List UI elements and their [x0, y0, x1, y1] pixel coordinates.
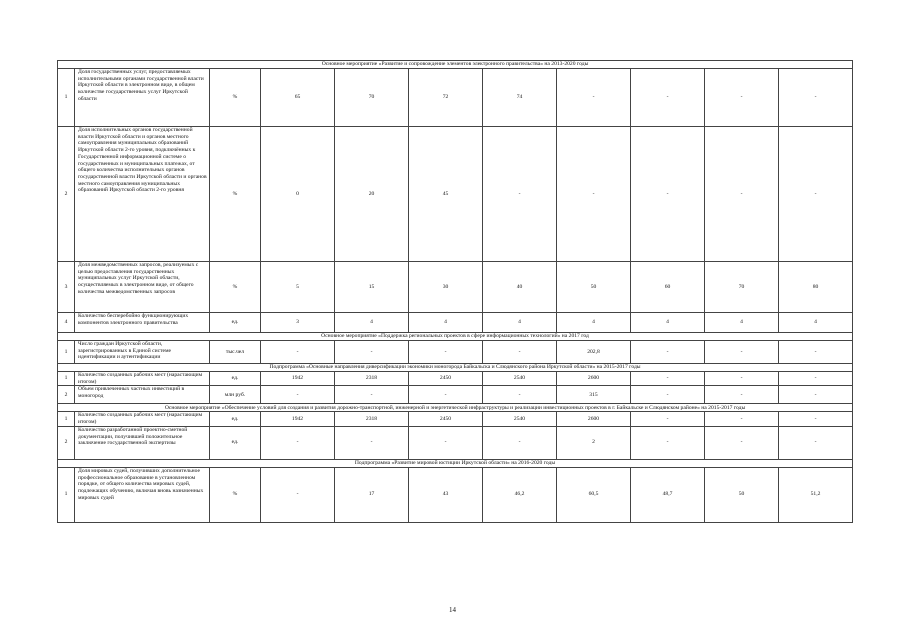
value-cell: -	[483, 127, 557, 262]
value-cell: -	[631, 341, 705, 364]
row-number: 2	[58, 426, 75, 459]
value-cell: 74	[483, 69, 557, 127]
value-cell: -	[261, 341, 335, 364]
value-cell: -	[779, 69, 853, 127]
value-cell: -	[779, 386, 853, 404]
value-cell: -	[631, 372, 705, 386]
value-cell: -	[631, 69, 705, 127]
value-cell: 65	[261, 69, 335, 127]
indicator-name: Количество разработанной проектно-сметной документации, получившей положительное заключение государственной экспертизы	[75, 426, 210, 459]
value-cell: 60,5	[557, 467, 631, 522]
row-number: 1	[58, 467, 75, 522]
indicator-name: Доля мировых судей, получивших дополнительное профессиональное образование в установленном порядке, от общего количества мировых судей, подлежащих обучению, включая вновь назначенных мировых судей	[75, 467, 210, 522]
value-cell: 40	[483, 262, 557, 313]
value-cell: 2318	[335, 372, 409, 386]
value-cell: 5	[261, 262, 335, 313]
table-row	[58, 412, 853, 426]
value-cell: -	[557, 127, 631, 262]
value-cell: 70	[335, 69, 409, 127]
unit-cell: тыс.чел	[210, 341, 261, 364]
unit-cell: ед.	[210, 426, 261, 459]
value-cell: 1942	[261, 372, 335, 386]
value-cell: 2450	[409, 372, 483, 386]
value-cell: 1942	[261, 412, 335, 426]
indicator-name: Объем привлеченных частных инвестиций в моногород	[75, 386, 210, 404]
value-cell: 202,8	[557, 341, 631, 364]
value-cell: -	[557, 69, 631, 127]
value-cell: 72	[409, 69, 483, 127]
value-cell: 4	[705, 313, 779, 333]
value-cell: 46,2	[483, 467, 557, 522]
section-row	[58, 459, 853, 467]
section-title: Основное мероприятие «Обеспечение условий для создания и развития дорожно-транспортной, инженерной и энергетической инфраструктуры и реализации инвестиционных проектов в г. Байкальске и Слюдянском районе» на 2015-2017 годы	[58, 404, 853, 412]
value-cell: 4	[483, 313, 557, 333]
value-cell: -	[631, 426, 705, 459]
value-cell: -	[409, 341, 483, 364]
value-cell: -	[705, 341, 779, 364]
unit-cell: ед.	[210, 313, 261, 333]
value-cell: -	[631, 127, 705, 262]
value-cell: 4	[557, 313, 631, 333]
table-row	[58, 313, 853, 333]
value-cell: 315	[557, 386, 631, 404]
value-cell: -	[779, 341, 853, 364]
indicator-name: Число граждан Иркутской области, зарегистрированных в Единой системе идентификации и аутентификации	[75, 341, 210, 364]
value-cell: -	[705, 69, 779, 127]
table-row	[58, 127, 853, 262]
section-row	[58, 404, 853, 412]
value-cell: 2600	[557, 412, 631, 426]
value-cell: 4	[631, 313, 705, 333]
value-cell: 2450	[409, 412, 483, 426]
indicator-name: Доля межведомственных запросов, реализуемых с целью предоставления государственных муниципальных услуг Иркутской области, осуществляемых в электронном виде, от общего количества межведомственных запросов	[75, 262, 210, 313]
value-cell: -	[631, 412, 705, 426]
value-cell: -	[261, 467, 335, 522]
section-row	[58, 61, 853, 69]
value-cell: 4	[409, 313, 483, 333]
table-body	[58, 61, 853, 523]
value-cell: 2600	[557, 372, 631, 386]
row-number: 1	[58, 412, 75, 426]
row-number: 1	[58, 69, 75, 127]
value-cell: 3	[261, 313, 335, 333]
row-number: 1	[58, 341, 75, 364]
value-cell: 20	[335, 127, 409, 262]
value-cell: 48,7	[631, 467, 705, 522]
unit-cell: ед.	[210, 412, 261, 426]
value-cell: -	[779, 426, 853, 459]
value-cell: 50	[705, 467, 779, 522]
value-cell: 80	[779, 262, 853, 313]
unit-cell: %	[210, 262, 261, 313]
unit-cell: %	[210, 69, 261, 127]
unit-cell: %	[210, 127, 261, 262]
table-row	[58, 341, 853, 364]
section-title: Подпрограмма «Основные направления диверсификации экономики моногорода Байкальска и Слюдянского района Иркутской области» на 2015-2017 годы	[58, 364, 853, 372]
value-cell: -	[631, 386, 705, 404]
value-cell: -	[705, 426, 779, 459]
value-cell: -	[409, 426, 483, 459]
row-number: 2	[58, 127, 75, 262]
page-number: 14	[449, 606, 456, 614]
value-cell: 4	[335, 313, 409, 333]
table-row	[58, 69, 853, 127]
row-number: 2	[58, 386, 75, 404]
section-row	[58, 333, 853, 341]
value-cell: -	[335, 426, 409, 459]
value-cell: -	[705, 412, 779, 426]
value-cell: -	[483, 426, 557, 459]
indicator-name: Доля государственных услуг, предоставляемых исполнительными органами государственной власти Иркутской области в электронном виде, в общем количестве государственных услуг Иркутской области	[75, 69, 210, 127]
unit-cell: %	[210, 467, 261, 522]
value-cell: 70	[705, 262, 779, 313]
row-number: 3	[58, 262, 75, 313]
indicators-table	[57, 60, 853, 523]
value-cell: -	[705, 372, 779, 386]
table-row	[58, 426, 853, 459]
value-cell: 51,2	[779, 467, 853, 522]
unit-cell: ед.	[210, 372, 261, 386]
section-title: Подпрограмма «Развитие мировой юстиции Иркутской области» на 2016-2020 годы	[58, 459, 853, 467]
value-cell: 15	[335, 262, 409, 313]
value-cell: -	[335, 386, 409, 404]
value-cell: 2	[557, 426, 631, 459]
value-cell: -	[779, 412, 853, 426]
value-cell: 4	[779, 313, 853, 333]
section-row	[58, 364, 853, 372]
value-cell: 2540	[483, 372, 557, 386]
value-cell: -	[705, 127, 779, 262]
value-cell: -	[483, 386, 557, 404]
indicator-name: Количество созданных рабочих мест (нарастающим итогом)	[75, 372, 210, 386]
value-cell: -	[705, 386, 779, 404]
value-cell: -	[483, 341, 557, 364]
indicator-name: Доля исполнительных органов государственной власти Иркутской области и органов местного самоуправления муниципальных образований Иркутской области 2-го уровня, подключённых к Государственной информационной системе о государственных и муниципальных платежах, от общего количества исполнительных органов государственной власти Иркутской области и органов местного самоуправления муниципальных образований Иркутской области 2-го уровня	[75, 127, 210, 262]
table-row	[58, 386, 853, 404]
value-cell: 30	[409, 262, 483, 313]
value-cell: -	[261, 386, 335, 404]
value-cell: -	[409, 386, 483, 404]
value-cell: 0	[261, 127, 335, 262]
value-cell: -	[335, 341, 409, 364]
value-cell: 2318	[335, 412, 409, 426]
value-cell: 60	[631, 262, 705, 313]
value-cell: -	[779, 127, 853, 262]
table-row	[58, 372, 853, 386]
table-row	[58, 262, 853, 313]
unit-cell: млн руб.	[210, 386, 261, 404]
section-title: Основное мероприятие «Поддержка региональных проектов в сфере информационных технологий» на 2017 год	[58, 333, 853, 341]
table-row	[58, 467, 853, 522]
indicator-name: Количество бесперебойно функционирующих компонентов электронного правительства	[75, 313, 210, 333]
value-cell: 17	[335, 467, 409, 522]
section-title: Основное мероприятие «Развитие и сопровождение элементов электронного правительства» на 2013-2020 годы	[58, 61, 853, 69]
value-cell: 45	[409, 127, 483, 262]
indicator-name: Количество созданных рабочих мест (нарастающим итогом)	[75, 412, 210, 426]
value-cell: -	[779, 372, 853, 386]
value-cell: 43	[409, 467, 483, 522]
value-cell: -	[261, 426, 335, 459]
row-number: 4	[58, 313, 75, 333]
value-cell: 50	[557, 262, 631, 313]
row-number: 1	[58, 372, 75, 386]
value-cell: 2540	[483, 412, 557, 426]
